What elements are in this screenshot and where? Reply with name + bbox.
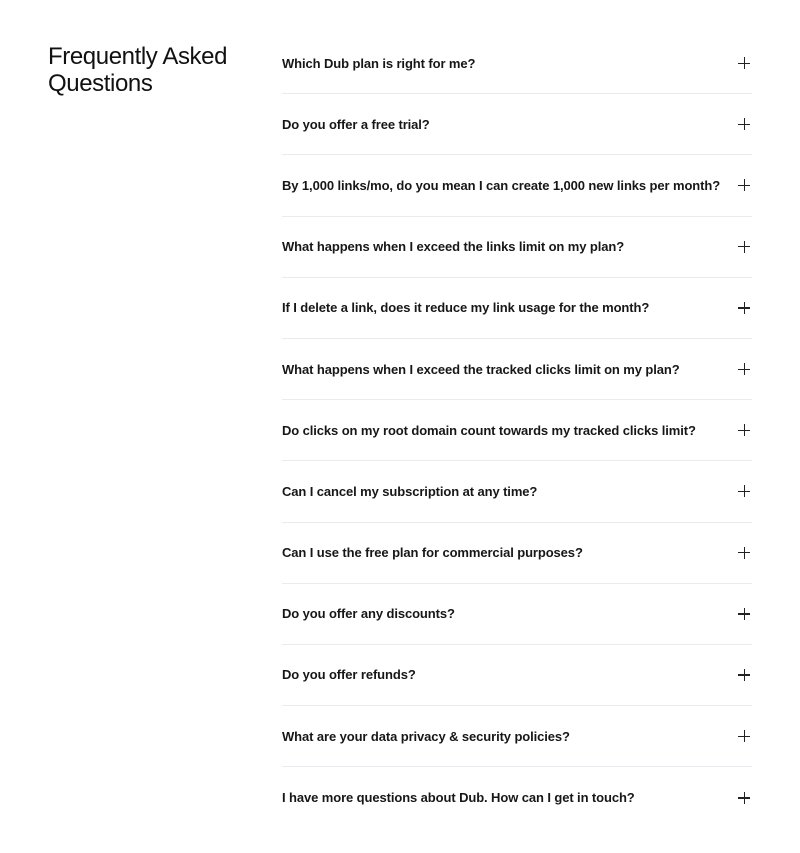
plus-icon[interactable] (738, 669, 750, 681)
faq-question: I have more questions about Dub. How can I get in touch? (282, 790, 635, 806)
plus-icon[interactable] (738, 608, 750, 620)
faq-question: Do you offer any discounts? (282, 606, 455, 622)
faq-list (282, 33, 752, 828)
plus-icon[interactable] (738, 547, 750, 559)
faq-item[interactable] (282, 645, 752, 706)
faq-item[interactable] (282, 461, 752, 522)
faq-item[interactable] (282, 94, 752, 155)
faq-question: If I delete a link, does it reduce my link usage for the month? (282, 300, 650, 316)
faq-item[interactable] (282, 217, 752, 278)
faq-question: Can I use the free plan for commercial purposes? (282, 545, 583, 561)
faq-question: Do you offer a free trial? (282, 116, 430, 132)
plus-icon[interactable] (738, 424, 750, 436)
plus-icon[interactable] (738, 241, 750, 253)
faq-item[interactable] (282, 706, 752, 767)
plus-icon[interactable] (738, 179, 750, 191)
faq-question: Can I cancel my subscription at any time? (282, 483, 538, 499)
faq-item[interactable] (282, 400, 752, 461)
faq-question: Do you offer refunds? (282, 667, 416, 683)
plus-icon[interactable] (738, 730, 750, 742)
plus-icon[interactable] (738, 118, 750, 130)
faq-item[interactable] (282, 155, 752, 216)
faq-question: By 1,000 links/mo, do you mean I can create 1,000 new links per month? (282, 177, 721, 193)
faq-item[interactable] (282, 584, 752, 645)
faq-question: What happens when I exceed the tracked clicks limit on my plan? (282, 361, 680, 377)
faq-question: What are your data privacy & security policies? (282, 728, 570, 744)
faq-item[interactable] (282, 339, 752, 400)
faq-item[interactable] (282, 767, 752, 828)
plus-icon[interactable] (738, 792, 750, 804)
faq-question: Do clicks on my root domain count towards my tracked clicks limit? (282, 422, 696, 438)
plus-icon[interactable] (738, 363, 750, 375)
faq-item[interactable] (282, 523, 752, 584)
faq-item[interactable] (282, 33, 752, 94)
plus-icon[interactable] (738, 302, 750, 314)
faq-question: What happens when I exceed the links limit on my plan? (282, 239, 625, 255)
page-title: Frequently Asked Questions (48, 43, 228, 97)
plus-icon[interactable] (738, 485, 750, 497)
faq-question: Which Dub plan is right for me? (282, 55, 476, 71)
faq-item[interactable] (282, 278, 752, 339)
plus-icon[interactable] (738, 57, 750, 69)
